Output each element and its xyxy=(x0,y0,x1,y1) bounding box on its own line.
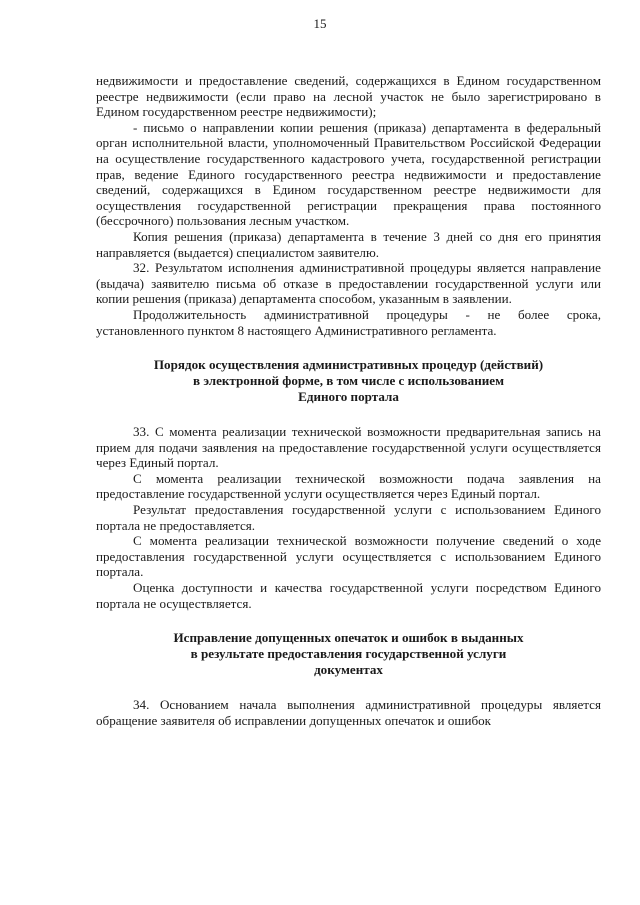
paragraph: 32. Результатом исполнения административной процедуры является направление (выдача) заявителю письма об отказе в предоставлении государственной услуги или копии решения (приказа) департамента способом, указанным в заявлении. xyxy=(96,260,601,307)
heading-line: в результате предоставления государственной услуги xyxy=(190,646,507,662)
section-heading xyxy=(96,357,601,405)
paragraph: Копия решения (приказа) департамента в течение 3 дней со дня его принятия направляется (выдается) специалистом заявителю. xyxy=(96,228,601,260)
paragraph: 33. С момента реализации технической возможности предварительная запись на прием для подачи заявления на предоставление государственной услуги осуществляется через Единый портал. xyxy=(96,424,601,471)
heading-line: Порядок осуществления административных процедур (действий) xyxy=(153,357,544,373)
paragraph: - письмо о направлении копии решения (приказа) департамента в федеральный орган исполнительной власти, уполномоченный Правительством Российской Федерации на осуществление государственного кадастрового учета, государственной регистрации прав, ведение Единого государственного реестра недвижимости и предоставление сведений, содержащихся в Едином государственном реестре недвижимости для осуществления государственной регистрации прекращения права постоянного (бессрочного) пользования лесным участком. xyxy=(96,119,601,229)
heading-line: документах xyxy=(314,662,383,678)
document-body xyxy=(96,73,601,728)
paragraph: Продолжительность административной процедуры - не более срока, установленного пунктом 8 настоящего Административного регламента. xyxy=(96,306,601,338)
paragraph: Оценка доступности и качества государственной услуги посредством Единого портала не осуществляется. xyxy=(96,580,601,611)
paragraph: С момента реализации технической возможности подача заявления на предоставление государственной услуги осуществляется через Единый портал. xyxy=(96,470,601,502)
paragraph: недвижимости и предоставление сведений, содержащихся в Едином государственном реестре недвижимости (если право на лесной участок не было зарегистрировано в Едином государственном реестре недвижимости); xyxy=(96,73,601,120)
page-number: 15 xyxy=(313,16,327,31)
paragraph: Результат предоставления государственной услуги с использованием Единого портала не предоставляется. xyxy=(96,502,601,533)
heading-line: в электронной форме, в том числе с использованием xyxy=(192,373,505,389)
paragraph: С момента реализации технической возможности получение сведений о ходе предоставления государственной услуги осуществляется с использованием Единого портала. xyxy=(96,533,601,580)
heading-line: Единого портала xyxy=(298,389,399,405)
section-heading xyxy=(96,630,601,678)
paragraph: 34. Основанием начала выполнения административной процедуры является обращение заявителя об исправлении допущенных опечаток и ошибок xyxy=(96,697,601,728)
heading-line: Исправление допущенных опечаток и ошибок в выданных xyxy=(173,630,524,646)
